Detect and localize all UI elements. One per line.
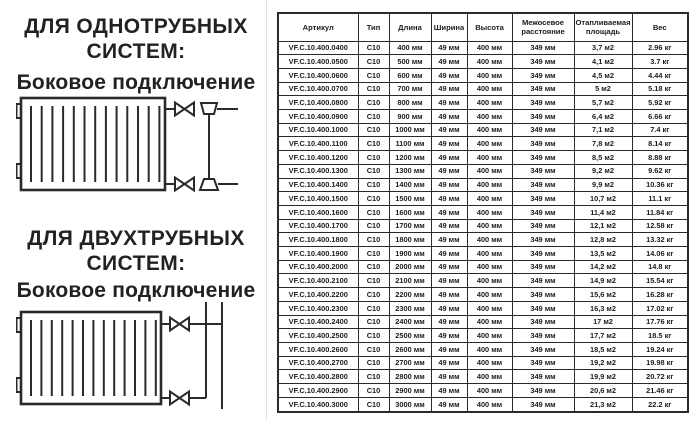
table-cell: 400 мм: [467, 260, 512, 274]
table-cell: 5,7 м2: [574, 96, 632, 110]
table-cell: C10: [358, 178, 389, 192]
table-cell: VF.C.10.400.2000: [278, 260, 358, 274]
table-cell: 2.96 кг: [632, 41, 688, 55]
table-cell: 400 мм: [467, 96, 512, 110]
table-cell: 400 мм: [467, 370, 512, 384]
table-cell: 400 мм: [467, 274, 512, 288]
table-cell: VF.C.10.400.1500: [278, 192, 358, 206]
radiator-spec-table-wrap: [277, 12, 687, 413]
table-cell: 49 мм: [431, 41, 467, 55]
table-cell: 16,3 м2: [574, 301, 632, 315]
connection-schemes-panel: [0, 0, 272, 421]
table-cell: 2700 мм: [389, 356, 431, 370]
table-cell: VF.C.10.400.1400: [278, 178, 358, 192]
table-cell: C10: [358, 110, 389, 124]
table-cell: 49 мм: [431, 315, 467, 329]
table-cell: 3.7 кг: [632, 55, 688, 69]
table-cell: C10: [358, 397, 389, 412]
table-cell: 19,2 м2: [574, 356, 632, 370]
table-cell: 49 мм: [431, 55, 467, 69]
table-cell: VF.C.10.400.2100: [278, 274, 358, 288]
table-cell: C10: [358, 41, 389, 55]
table-cell: C10: [358, 329, 389, 343]
table-cell: 2000 мм: [389, 260, 431, 274]
table-cell: 12,8 м2: [574, 233, 632, 247]
table-cell: C10: [358, 164, 389, 178]
table-cell: 49 мм: [431, 192, 467, 206]
table-row: [278, 274, 688, 288]
table-cell: C10: [358, 274, 389, 288]
table-cell: VF.C.10.400.2800: [278, 370, 358, 384]
table-cell: 349 мм: [512, 137, 574, 151]
table-cell: 49 мм: [431, 205, 467, 219]
table-cell: 400 мм: [467, 110, 512, 124]
table-cell: 2500 мм: [389, 329, 431, 343]
table-cell: 49 мм: [431, 233, 467, 247]
table-cell: 2400 мм: [389, 315, 431, 329]
table-cell: VF.C.10.400.2400: [278, 315, 358, 329]
table-cell: 49 мм: [431, 96, 467, 110]
table-cell: 500 мм: [389, 55, 431, 69]
table-cell: C10: [358, 370, 389, 384]
table-cell: 49 мм: [431, 288, 467, 302]
table-cell: 349 мм: [512, 356, 574, 370]
table-cell: 17.02 кг: [632, 301, 688, 315]
table-row: [278, 110, 688, 124]
table-row: [278, 233, 688, 247]
two-pipe-heading: [0, 226, 272, 276]
table-cell: 9,9 м2: [574, 178, 632, 192]
table-cell: 49 мм: [431, 384, 467, 398]
table-row: [278, 82, 688, 96]
table-cell: VF.C.10.400.1300: [278, 164, 358, 178]
table-cell: 49 мм: [431, 329, 467, 343]
table-cell: 7,8 м2: [574, 137, 632, 151]
table-cell: 49 мм: [431, 123, 467, 137]
table-cell: 1200 мм: [389, 151, 431, 165]
table-cell: 400 мм: [467, 192, 512, 206]
radiator-two-pipe-icon: [16, 300, 238, 412]
table-cell: C10: [358, 82, 389, 96]
single-pipe-heading-line1: ДЛЯ ОДНОТРУБНЫХ: [24, 15, 248, 38]
table-cell: 14,9 м2: [574, 274, 632, 288]
table-row: [278, 192, 688, 206]
table-cell: 49 мм: [431, 301, 467, 315]
table-cell: 5.92 кг: [632, 96, 688, 110]
table-cell: 400 мм: [467, 82, 512, 96]
single-pipe-subtitle: Боковое подключение: [16, 71, 256, 94]
table-cell: 17 м2: [574, 315, 632, 329]
table-cell: 400 мм: [467, 329, 512, 343]
table-cell: 700 мм: [389, 82, 431, 96]
table-cell: VF.C.10.400.1200: [278, 151, 358, 165]
column-header: Межосевое расстояние: [512, 13, 574, 41]
table-row: [278, 164, 688, 178]
column-header: Тип: [358, 13, 389, 41]
table-cell: 9.62 кг: [632, 164, 688, 178]
table-cell: 49 мм: [431, 82, 467, 96]
table-cell: 400 мм: [467, 397, 512, 412]
table-cell: 349 мм: [512, 384, 574, 398]
table-cell: VF.C.10.400.0700: [278, 82, 358, 96]
table-cell: 349 мм: [512, 164, 574, 178]
table-cell: C10: [358, 137, 389, 151]
table-cell: VF.C.10.400.1000: [278, 123, 358, 137]
table-cell: 400 мм: [467, 68, 512, 82]
table-cell: 1800 мм: [389, 233, 431, 247]
table-cell: 5 м2: [574, 82, 632, 96]
table-cell: 400 мм: [389, 41, 431, 55]
table-row: [278, 137, 688, 151]
table-cell: 400 мм: [467, 301, 512, 315]
table-cell: 17.76 кг: [632, 315, 688, 329]
single-pipe-heading: [0, 14, 272, 64]
table-row: [278, 370, 688, 384]
table-cell: 14.8 кг: [632, 260, 688, 274]
table-cell: 13,5 м2: [574, 247, 632, 261]
table-cell: 1000 мм: [389, 123, 431, 137]
table-row: [278, 356, 688, 370]
table-cell: 400 мм: [467, 219, 512, 233]
table-cell: 349 мм: [512, 301, 574, 315]
table-cell: 349 мм: [512, 247, 574, 261]
table-cell: 349 мм: [512, 205, 574, 219]
table-cell: 1100 мм: [389, 137, 431, 151]
table-cell: 4,1 м2: [574, 55, 632, 69]
table-cell: 4,5 м2: [574, 68, 632, 82]
table-body: [278, 41, 688, 412]
table-cell: VF.C.10.400.1600: [278, 205, 358, 219]
table-cell: C10: [358, 96, 389, 110]
table-cell: VF.C.10.400.1700: [278, 219, 358, 233]
table-row: [278, 315, 688, 329]
table-cell: 6,4 м2: [574, 110, 632, 124]
table-cell: 5.18 кг: [632, 82, 688, 96]
table-row: [278, 55, 688, 69]
table-row: [278, 384, 688, 398]
table-cell: C10: [358, 123, 389, 137]
table-cell: 400 мм: [467, 247, 512, 261]
table-cell: 10,7 м2: [574, 192, 632, 206]
table-cell: 17,7 м2: [574, 329, 632, 343]
table-cell: 349 мм: [512, 68, 574, 82]
table-cell: 15,6 м2: [574, 288, 632, 302]
table-cell: 349 мм: [512, 260, 574, 274]
table-cell: 400 мм: [467, 384, 512, 398]
table-cell: 10.36 кг: [632, 178, 688, 192]
table-cell: 349 мм: [512, 55, 574, 69]
table-cell: 11,4 м2: [574, 205, 632, 219]
table-cell: C10: [358, 219, 389, 233]
table-cell: 3000 мм: [389, 397, 431, 412]
table-cell: 1600 мм: [389, 205, 431, 219]
table-cell: 349 мм: [512, 274, 574, 288]
table-cell: 19.98 кг: [632, 356, 688, 370]
table-cell: C10: [358, 315, 389, 329]
table-cell: 49 мм: [431, 219, 467, 233]
table-cell: 2200 мм: [389, 288, 431, 302]
table-cell: 400 мм: [467, 151, 512, 165]
table-row: [278, 205, 688, 219]
table-cell: 2800 мм: [389, 370, 431, 384]
table-cell: 49 мм: [431, 397, 467, 412]
table-cell: 349 мм: [512, 370, 574, 384]
table-row: [278, 329, 688, 343]
table-row: [278, 288, 688, 302]
table-cell: 349 мм: [512, 219, 574, 233]
table-cell: 1500 мм: [389, 192, 431, 206]
table-cell: 400 мм: [467, 55, 512, 69]
table-cell: 2600 мм: [389, 342, 431, 356]
table-cell: 49 мм: [431, 260, 467, 274]
table-cell: C10: [358, 233, 389, 247]
table-cell: C10: [358, 260, 389, 274]
table-cell: 400 мм: [467, 356, 512, 370]
table-cell: 8,5 м2: [574, 151, 632, 165]
table-cell: 400 мм: [467, 205, 512, 219]
table-cell: C10: [358, 288, 389, 302]
table-cell: 1400 мм: [389, 178, 431, 192]
table-cell: 349 мм: [512, 178, 574, 192]
table-row: [278, 123, 688, 137]
table-cell: C10: [358, 205, 389, 219]
table-cell: 900 мм: [389, 110, 431, 124]
table-row: [278, 342, 688, 356]
table-cell: C10: [358, 384, 389, 398]
table-cell: 21.46 кг: [632, 384, 688, 398]
table-cell: 49 мм: [431, 274, 467, 288]
table-row: [278, 178, 688, 192]
single-pipe-heading-line2: СИСТЕМ:: [86, 40, 186, 64]
table-cell: 22.2 кг: [632, 397, 688, 412]
table-cell: 349 мм: [512, 233, 574, 247]
table-cell: 49 мм: [431, 151, 467, 165]
single-pipe-radiator-diagram: [16, 96, 238, 196]
table-cell: 20,6 м2: [574, 384, 632, 398]
table-cell: 349 мм: [512, 110, 574, 124]
table-cell: 400 мм: [467, 233, 512, 247]
table-cell: VF.C.10.400.0400: [278, 41, 358, 55]
table-cell: 400 мм: [467, 137, 512, 151]
table-cell: 49 мм: [431, 164, 467, 178]
table-cell: C10: [358, 68, 389, 82]
table-cell: 2100 мм: [389, 274, 431, 288]
table-cell: C10: [358, 247, 389, 261]
table-row: [278, 397, 688, 412]
table-cell: VF.C.10.400.0500: [278, 55, 358, 69]
table-cell: 14,2 м2: [574, 260, 632, 274]
table-cell: C10: [358, 151, 389, 165]
table-row: [278, 151, 688, 165]
table-row: [278, 247, 688, 261]
table-cell: VF.C.10.400.1900: [278, 247, 358, 261]
table-cell: 2300 мм: [389, 301, 431, 315]
table-header-row: [278, 13, 688, 41]
panel-divider: [266, 0, 267, 421]
table-cell: VF.C.10.400.0800: [278, 96, 358, 110]
table-cell: 400 мм: [467, 315, 512, 329]
table-cell: 349 мм: [512, 123, 574, 137]
table-cell: 400 мм: [467, 164, 512, 178]
table-cell: 13.32 кг: [632, 233, 688, 247]
table-cell: 9,2 м2: [574, 164, 632, 178]
radiator-spec-table: [277, 12, 689, 413]
table-cell: 400 мм: [467, 288, 512, 302]
table-cell: 349 мм: [512, 315, 574, 329]
table-cell: VF.C.10.400.2300: [278, 301, 358, 315]
table-cell: 349 мм: [512, 342, 574, 356]
table-cell: VF.C.10.400.2500: [278, 329, 358, 343]
two-pipe-radiator-diagram: [16, 300, 238, 412]
table-cell: 349 мм: [512, 397, 574, 412]
table-cell: 19.24 кг: [632, 342, 688, 356]
column-header: Ширина: [431, 13, 467, 41]
two-pipe-heading-line1: ДЛЯ ДВУХТРУБНЫХ: [27, 227, 245, 250]
table-cell: VF.C.10.400.0900: [278, 110, 358, 124]
table-cell: 400 мм: [467, 41, 512, 55]
table-cell: 49 мм: [431, 356, 467, 370]
table-cell: 7.4 кг: [632, 123, 688, 137]
table-cell: 19,9 м2: [574, 370, 632, 384]
table-row: [278, 219, 688, 233]
table-cell: 49 мм: [431, 137, 467, 151]
column-header: Длина: [389, 13, 431, 41]
table-cell: 18,5 м2: [574, 342, 632, 356]
table-cell: C10: [358, 342, 389, 356]
table-row: [278, 301, 688, 315]
two-pipe-subtitle: Боковое подключение: [16, 279, 256, 302]
table-cell: 49 мм: [431, 178, 467, 192]
table-cell: 349 мм: [512, 41, 574, 55]
table-cell: 2900 мм: [389, 384, 431, 398]
table-cell: VF.C.10.400.0600: [278, 68, 358, 82]
table-cell: 3,7 м2: [574, 41, 632, 55]
radiator-single-pipe-icon: [16, 96, 238, 196]
table-cell: 6.66 кг: [632, 110, 688, 124]
table-cell: 349 мм: [512, 151, 574, 165]
table-cell: VF.C.10.400.2900: [278, 384, 358, 398]
table-cell: C10: [358, 301, 389, 315]
table-cell: 8.88 кг: [632, 151, 688, 165]
table-cell: VF.C.10.400.1800: [278, 233, 358, 247]
table-cell: VF.C.10.400.1100: [278, 137, 358, 151]
table-cell: VF.C.10.400.2600: [278, 342, 358, 356]
table-cell: 349 мм: [512, 96, 574, 110]
table-cell: 349 мм: [512, 82, 574, 96]
column-header: Вес: [632, 13, 688, 41]
two-pipe-heading-line2: СИСТЕМ:: [86, 252, 186, 276]
table-cell: 349 мм: [512, 192, 574, 206]
table-cell: 400 мм: [467, 342, 512, 356]
column-header: Отапливаемая площадь: [574, 13, 632, 41]
table-cell: 49 мм: [431, 370, 467, 384]
table-cell: 16.28 кг: [632, 288, 688, 302]
table-cell: 11.1 кг: [632, 192, 688, 206]
table-cell: 1900 мм: [389, 247, 431, 261]
table-cell: VF.C.10.400.2200: [278, 288, 358, 302]
table-cell: 1300 мм: [389, 164, 431, 178]
table-cell: 49 мм: [431, 68, 467, 82]
table-cell: 20.72 кг: [632, 370, 688, 384]
table-cell: 7,1 м2: [574, 123, 632, 137]
table-cell: 14.06 кг: [632, 247, 688, 261]
column-header: Артикул: [278, 13, 358, 41]
table-row: [278, 68, 688, 82]
table-cell: 11.84 кг: [632, 205, 688, 219]
table-cell: VF.C.10.400.3000: [278, 397, 358, 412]
table-cell: 49 мм: [431, 342, 467, 356]
table-row: [278, 41, 688, 55]
table-cell: C10: [358, 192, 389, 206]
table-cell: 1700 мм: [389, 219, 431, 233]
table-cell: 600 мм: [389, 68, 431, 82]
table-cell: 18.5 кг: [632, 329, 688, 343]
table-row: [278, 260, 688, 274]
table-cell: 400 мм: [467, 178, 512, 192]
table-cell: 21,3 м2: [574, 397, 632, 412]
table-cell: 4.44 кг: [632, 68, 688, 82]
table-row: [278, 96, 688, 110]
table-cell: 800 мм: [389, 96, 431, 110]
table-cell: 12.58 кг: [632, 219, 688, 233]
table-cell: 49 мм: [431, 110, 467, 124]
table-cell: 400 мм: [467, 123, 512, 137]
table-cell: C10: [358, 55, 389, 69]
table-cell: 349 мм: [512, 329, 574, 343]
table-cell: 49 мм: [431, 247, 467, 261]
table-cell: 349 мм: [512, 288, 574, 302]
table-cell: C10: [358, 356, 389, 370]
table-cell: 15.54 кг: [632, 274, 688, 288]
table-cell: 12,1 м2: [574, 219, 632, 233]
column-header: Высота: [467, 13, 512, 41]
table-cell: VF.C.10.400.2700: [278, 356, 358, 370]
table-cell: 8.14 кг: [632, 137, 688, 151]
